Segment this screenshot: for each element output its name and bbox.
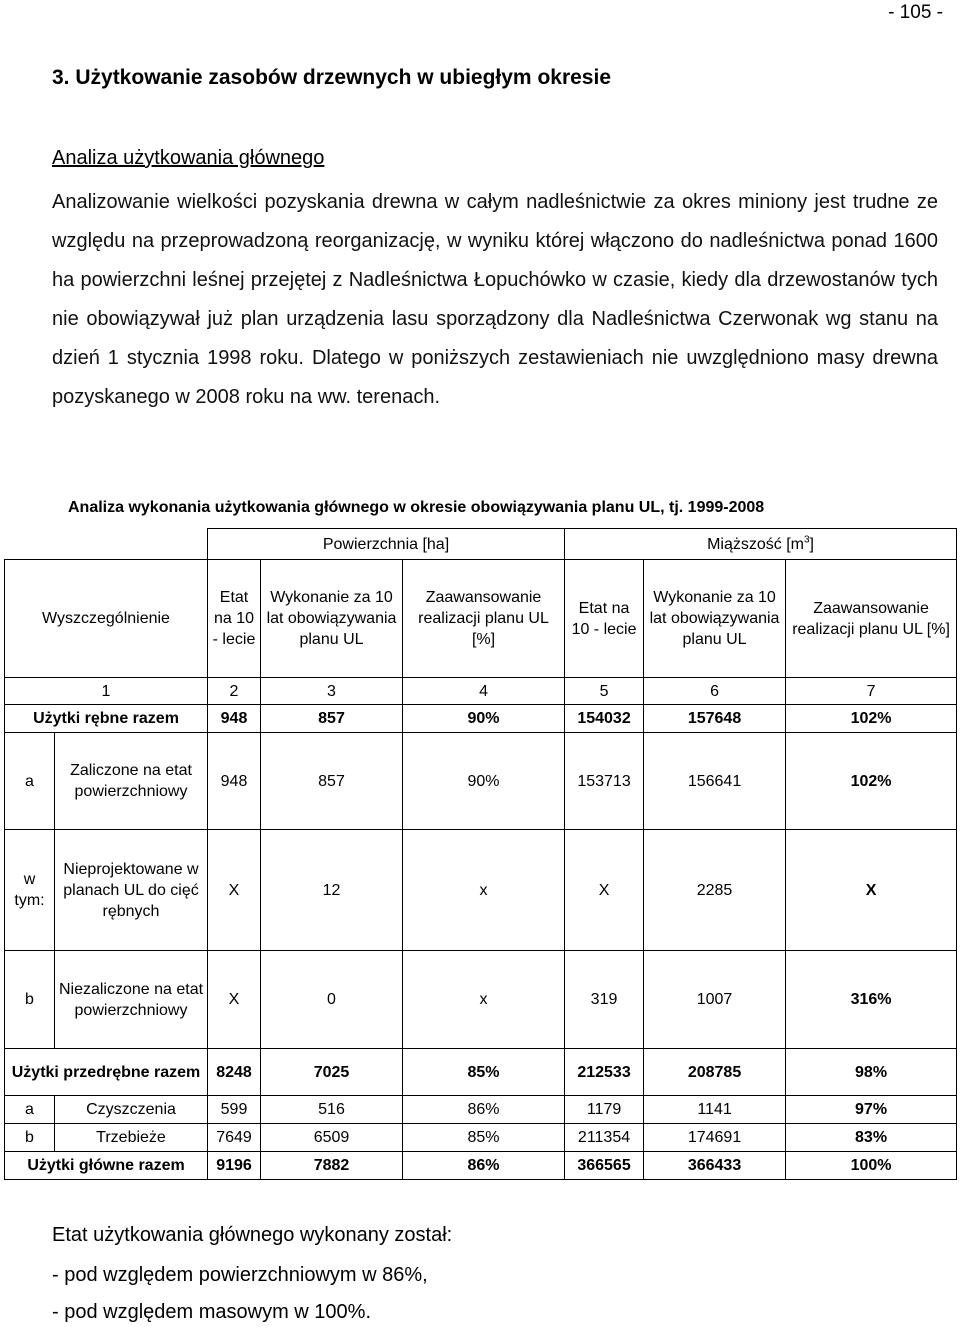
- table-row: [5, 830, 957, 951]
- harvest-analysis-table: [4, 528, 957, 1180]
- volume-group-label: Miąższość [m: [707, 535, 804, 553]
- row-label: Czyszczenia: [55, 1096, 208, 1124]
- column-number: 7: [786, 678, 957, 705]
- row-prefix: b: [5, 951, 55, 1049]
- table-cell: 154032: [565, 705, 644, 733]
- table-cell: 8248: [208, 1049, 261, 1096]
- row-label: Nieprojektowane w planach UL do cięć rębnych: [55, 830, 208, 951]
- row-label: Zaliczone na etat powierzchniowy: [55, 733, 208, 830]
- table-cell: 83%: [786, 1124, 957, 1152]
- table-cell: 948: [208, 733, 261, 830]
- area-pct-header: Zaawansowanie realizacji planu UL [%]: [403, 560, 565, 678]
- table-corner-cell: [5, 529, 208, 560]
- table-cell: X: [786, 830, 957, 951]
- table-cell: 7649: [208, 1124, 261, 1152]
- row-label: Użytki rębne razem: [5, 705, 208, 733]
- row-label: Użytki przedrębne razem: [5, 1049, 208, 1096]
- table-cell: 9196: [208, 1152, 261, 1180]
- area-done-header: Wykonanie za 10 lat obowiązywania planu UL: [261, 560, 403, 678]
- table-cell: 102%: [786, 705, 957, 733]
- table-cell: 319: [565, 951, 644, 1049]
- summary-line: Etat użytkowania głównego wykonany został:: [52, 1224, 453, 1246]
- table-cell: 316%: [786, 951, 957, 1049]
- table-cell: 857: [261, 705, 403, 733]
- table-cell: 366433: [644, 1152, 786, 1180]
- volume-etat-header: Etat na 10 - lecie: [565, 560, 644, 678]
- table-cell: 208785: [644, 1049, 786, 1096]
- column-number: 5: [565, 678, 644, 705]
- table-cell: 97%: [786, 1096, 957, 1124]
- table-cell: 156641: [644, 733, 786, 830]
- row-prefix: b: [5, 1124, 55, 1152]
- summary-line: - pod względem powierzchniowym w 86%,: [52, 1264, 428, 1286]
- column-number: 6: [644, 678, 786, 705]
- table-cell: 90%: [403, 733, 565, 830]
- table-cell: 211354: [565, 1124, 644, 1152]
- volume-unit-exponent: 3: [803, 534, 810, 546]
- table-row: [5, 951, 957, 1049]
- volume-pct-header: Zaawansowanie realizacji planu UL [%]: [786, 560, 957, 678]
- table-row: [5, 733, 957, 830]
- table-caption: Analiza wykonania użytkowania głównego w okresie obowiązywania planu UL, tj. 1999-2008: [68, 499, 765, 516]
- summary-line: - pod względem masowym w 100%.: [52, 1301, 372, 1323]
- row-prefix: a: [5, 733, 55, 830]
- table-cell: 6509: [261, 1124, 403, 1152]
- table-cell: 102%: [786, 733, 957, 830]
- table-row: [5, 1049, 957, 1096]
- table-cell: 7882: [261, 1152, 403, 1180]
- table-cell: x: [403, 951, 565, 1049]
- table-cell: 1007: [644, 951, 786, 1049]
- table-cell: 0: [261, 951, 403, 1049]
- column-number: 4: [403, 678, 565, 705]
- intro-paragraph: Analizowanie wielkości pozyskania drewna w całym nadleśnictwie za okres miniony jest trudne ze względu na przeprowadzoną reorganizację, w wyniku której włączono do nadleśnictwa ponad 1600 ha powierzchni leśnej przejętej z Nadleśnictwa Łopuchówko w czasie, kiedy dla drzewostanów tych nie obowiązywał już plan urządzenia lasu sporządzony dla Nadleśnictwa Czerwonak wg stanu na dzień 1 stycznia 1998 roku. Dlatego w poniższych zestawieniach nie uwzględniono masy drewna pozyskanego w 2008 roku na ww. terenach.: [52, 191, 938, 408]
- table-row: [5, 1152, 957, 1180]
- table-cell: 157648: [644, 705, 786, 733]
- volume-done-header: Wykonanie za 10 lat obowiązywania planu UL: [644, 560, 786, 678]
- table-cell: X: [208, 830, 261, 951]
- table-cell: 2285: [644, 830, 786, 951]
- row-prefix: w tym:: [5, 830, 55, 951]
- table-row: [5, 705, 957, 733]
- row-label: Użytki główne razem: [5, 1152, 208, 1180]
- volume-group-header: [565, 529, 957, 560]
- table-cell: 366565: [565, 1152, 644, 1180]
- table-cell: 86%: [403, 1096, 565, 1124]
- table-header-row: [5, 529, 957, 560]
- table-row: [5, 1096, 957, 1124]
- row-label: Niezaliczone na etat powierzchniowy: [55, 951, 208, 1049]
- subsection-heading: Analiza użytkowania głównego: [52, 147, 325, 169]
- table-cell: 98%: [786, 1049, 957, 1096]
- table-cell: 516: [261, 1096, 403, 1124]
- table-cell: 90%: [403, 705, 565, 733]
- table-cell: x: [403, 830, 565, 951]
- table-cell: 948: [208, 705, 261, 733]
- volume-group-suffix: ]: [809, 535, 814, 553]
- table-cell: 12: [261, 830, 403, 951]
- column-number: 3: [261, 678, 403, 705]
- section-heading: 3. Użytkowanie zasobów drzewnych w ubiegłym okresie: [52, 66, 611, 89]
- table-cell: 85%: [403, 1049, 565, 1096]
- table-cell: 857: [261, 733, 403, 830]
- area-etat-header: Etat na 10 - lecie: [208, 560, 261, 678]
- table-header-row: [5, 560, 957, 678]
- row-label-header: Wyszczególnienie: [5, 560, 208, 678]
- area-group-header: Powierzchnia [ha]: [208, 529, 565, 560]
- column-number: 2: [208, 678, 261, 705]
- table-cell: X: [565, 830, 644, 951]
- table-row: [5, 1124, 957, 1152]
- table-cell: X: [208, 951, 261, 1049]
- table-cell: 85%: [403, 1124, 565, 1152]
- table-cell: 153713: [565, 733, 644, 830]
- table-cell: 86%: [403, 1152, 565, 1180]
- table-cell: 100%: [786, 1152, 957, 1180]
- table-cell: 1141: [644, 1096, 786, 1124]
- column-number: 1: [5, 678, 208, 705]
- row-label: Trzebieże: [55, 1124, 208, 1152]
- table-cell: 599: [208, 1096, 261, 1124]
- page-number: - 105 -: [888, 2, 943, 23]
- table-cell: 174691: [644, 1124, 786, 1152]
- column-number-row: [5, 678, 957, 705]
- table-cell: 212533: [565, 1049, 644, 1096]
- table-cell: 1179: [565, 1096, 644, 1124]
- table-cell: 7025: [261, 1049, 403, 1096]
- row-prefix: a: [5, 1096, 55, 1124]
